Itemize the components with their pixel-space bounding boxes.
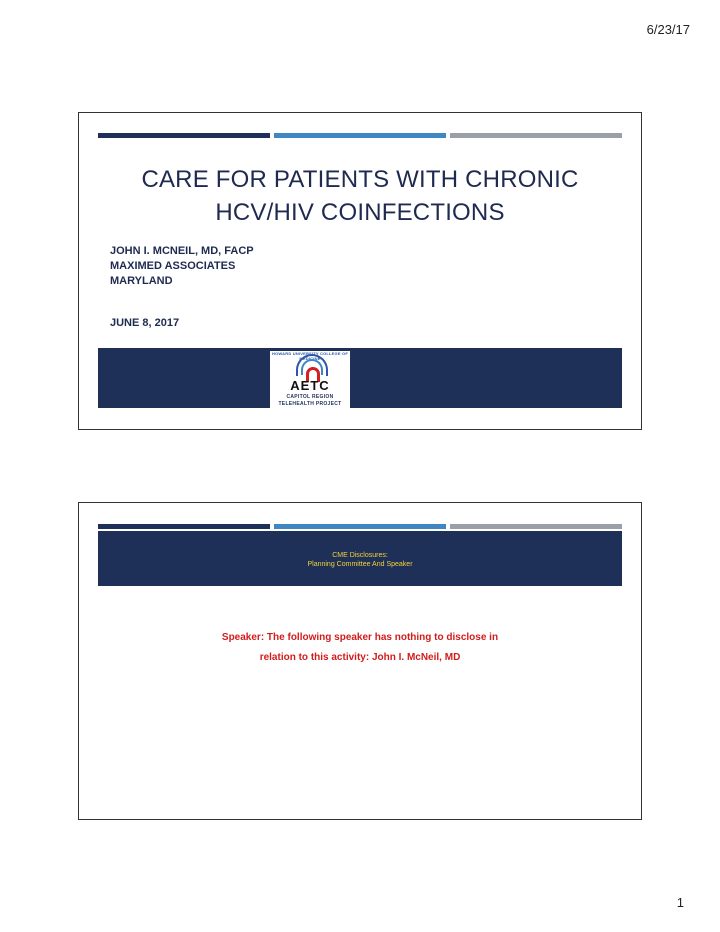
cme-banner-line-1: CME Disclosures:	[332, 552, 388, 559]
logo-subtitle-1: CAPITOL REGION	[286, 394, 334, 400]
accent-bar-gray	[450, 133, 622, 138]
accent-bar-gray	[450, 524, 622, 529]
presentation-date: JUNE 8, 2017	[110, 317, 180, 329]
accent-bar-navy	[98, 133, 270, 138]
accent-bars	[98, 133, 622, 138]
logo-band	[98, 348, 622, 408]
author-location: MARYLAND	[110, 275, 173, 287]
disclosure-slide	[78, 502, 642, 820]
disclosure-line-2: relation to this activity: John I. McNeil, MD	[259, 652, 461, 663]
cme-banner-line-2: Planning Committee And Speaker	[307, 561, 413, 568]
page-date: 6/23/17	[646, 22, 690, 37]
accent-bar-navy	[98, 524, 270, 529]
disclosure-statement	[79, 628, 641, 668]
cme-banner	[98, 531, 622, 586]
logo-subtitle-2: TELEHEALTH PROJECT	[278, 401, 342, 407]
logo-name: AETC	[290, 378, 330, 393]
aetc-logo	[270, 351, 350, 408]
author-block	[110, 244, 254, 289]
slide-title	[79, 163, 641, 229]
accent-bar-blue	[274, 524, 446, 529]
author-name: JOHN I. MCNEIL, MD, FACP	[110, 245, 254, 257]
slide-title-line-2: HCV/HIV COINFECTIONS	[215, 199, 505, 226]
logo-arc-text: HOWARD UNIVERSITY COLLEGE OF MEDICINE	[272, 351, 348, 361]
author-organization: MAXIMED ASSOCIATES	[110, 260, 236, 272]
slide-title-line-1: CARE FOR PATIENTS WITH CHRONIC	[141, 166, 579, 193]
disclosure-line-1: Speaker: The following speaker has nothing to disclose in	[221, 632, 499, 643]
title-slide	[78, 112, 642, 430]
page-number: 1	[676, 895, 684, 910]
accent-bar-blue	[274, 133, 446, 138]
cme-banner-text	[98, 551, 622, 569]
accent-bars	[98, 524, 622, 529]
